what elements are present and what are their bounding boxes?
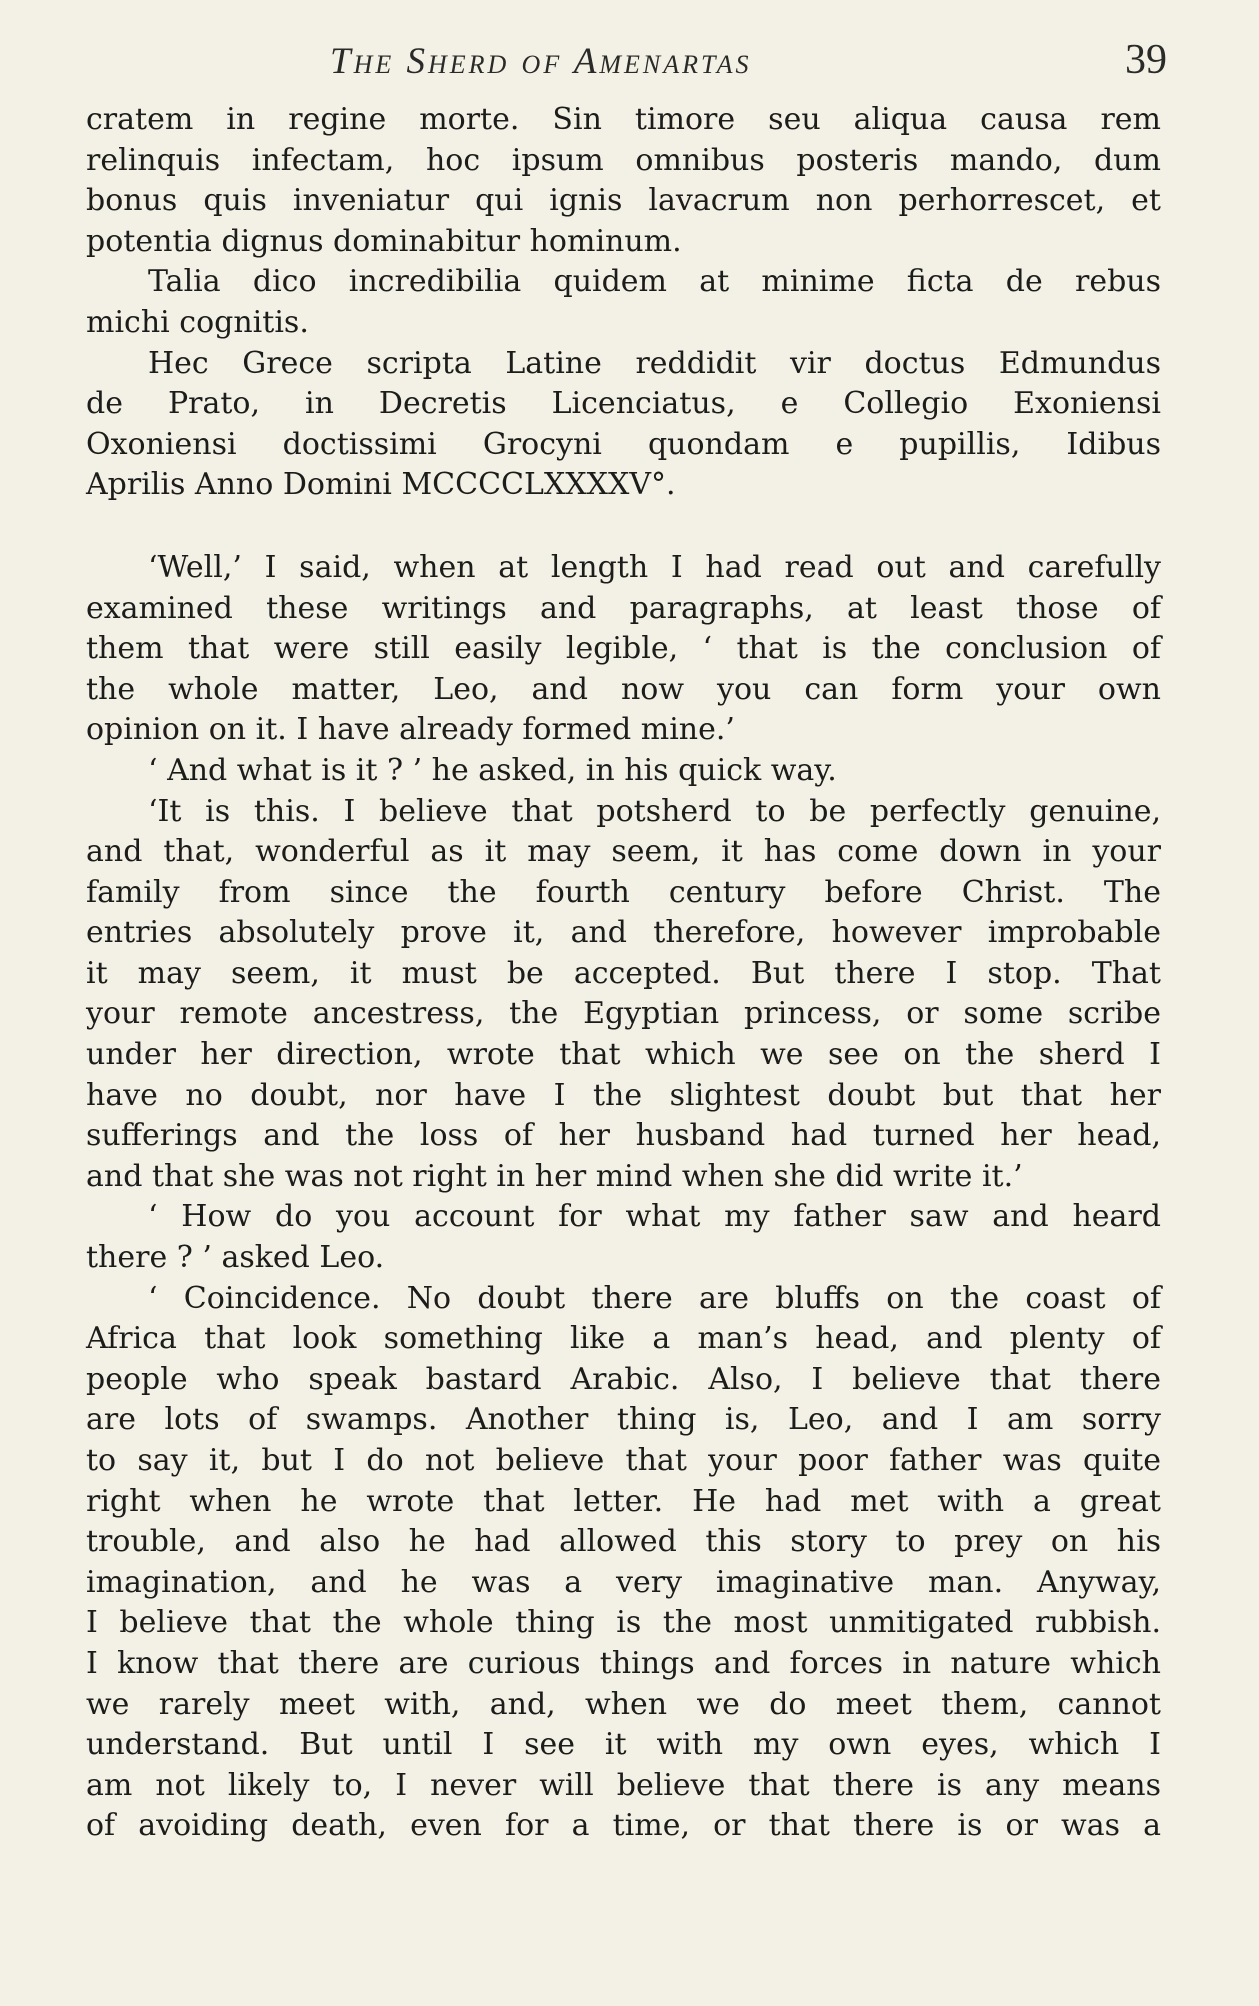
text-line: Talia dico incredibilia quidem at minime ficta de rebus <box>148 264 1161 300</box>
text-line: there ? ’ asked Leo. <box>86 1240 385 1276</box>
text-line: are lots of swamps. Another thing is, Leo, and I am sorry <box>86 1402 1161 1438</box>
text-line: right when he wrote that letter. He had met with a great <box>86 1483 1161 1519</box>
text-line: ‘ And what is it ? ’ he asked, in his quick way. <box>148 752 837 788</box>
text-line: your remote ancestress, the Egyptian princess, or some scribe <box>86 996 1161 1032</box>
text-line: Aprilis Anno Domini MCCCCLXXXXV°. <box>86 467 676 503</box>
text-line: examined these writings and paragraphs, at least those of <box>86 590 1161 626</box>
text-line: ‘ How do you account for what my father saw and heard <box>148 1199 1161 1235</box>
text-line: cratem in regine morte. Sin timore seu aliqua causa rem <box>86 102 1161 137</box>
text-line: relinquis infectam, hoc ipsum omnibus posteris mando, dum <box>86 142 1161 178</box>
text-line: imagination, and he was a very imaginative man. Anyway, <box>86 1564 1161 1600</box>
text-line: am not likely to, I never will believe that there is any means <box>86 1767 1161 1803</box>
text-line: Hec Grece scripta Latine reddidit vir doctus Edmundus <box>148 345 1161 381</box>
section-break <box>86 506 1161 548</box>
text-line: of avoiding death, even for a time, or that there is or was a <box>86 1808 1161 1844</box>
running-head-title: The Sherd of Amenartas <box>330 41 752 82</box>
text-line: family from since the fourth century before Christ. The <box>86 874 1161 910</box>
text-line: ‘ Coincidence. No doubt there are bluffs on the coast of <box>148 1280 1161 1316</box>
text-line: under her direction, wrote that which we see on the sherd I <box>86 1037 1161 1073</box>
text-line: michi cognitis. <box>86 304 309 340</box>
text-line: opinion on it. I have already formed mine.’ <box>86 712 735 748</box>
text-line: we rarely meet with, and, when we do meet them, cannot <box>86 1686 1161 1722</box>
text-line: trouble, and also he had allowed this story to prey on his <box>86 1524 1161 1560</box>
text-line: people who speak bastard Arabic. Also, I believe that there <box>86 1361 1161 1397</box>
text-line: ‘Well,’ I said, when at length I had read out and carefully <box>148 549 1161 585</box>
page-number: 39 <box>1125 37 1167 83</box>
text-line: Oxoniensi doctissimi Grocyni quondam e pupillis, Idibus <box>86 426 1161 462</box>
text-line: de Prato, in Decretis Licenciatus, e Collegio Exoniensi <box>86 386 1161 422</box>
text-line: it may seem, it must be accepted. But there I stop. That <box>86 955 1161 991</box>
page-body-text <box>86 100 1161 1847</box>
text-line: them that were still easily legible, ‘ that is the conclusion of <box>86 631 1161 667</box>
text-line: understand. But until I see it with my own eyes, which I <box>86 1727 1161 1763</box>
text-line: to say it, but I do not believe that your poor father was quite <box>86 1443 1161 1478</box>
text-line: and that, wonderful as it may seem, it has come down in your <box>86 834 1161 870</box>
text-line: bonus quis inveniatur qui ignis lavacrum non perhorrescet, et <box>86 183 1161 219</box>
text-line: I know that there are curious things and forces in nature which <box>86 1645 1161 1681</box>
text-line: sufferings and the loss of her husband had turned her head, <box>86 1118 1161 1154</box>
text-line: have no doubt, nor have I the slightest doubt but that her <box>86 1077 1161 1113</box>
text-line: potentia dignus dominabitur hominum. <box>86 223 682 259</box>
text-line: Africa that look something like a man’s head, and plenty of <box>86 1321 1161 1357</box>
text-line: ‘It is this. I believe that potsherd to be perfectly genuine, <box>148 793 1161 829</box>
text-line: I believe that the whole thing is the most unmitigated rubbish. <box>86 1605 1161 1641</box>
text-line: and that she was not right in her mind when she did write it.’ <box>86 1158 1023 1194</box>
text-line: entries absolutely prove it, and therefore, however improbable <box>86 915 1161 951</box>
text-line: the whole matter, Leo, and now you can form your own <box>86 671 1161 707</box>
